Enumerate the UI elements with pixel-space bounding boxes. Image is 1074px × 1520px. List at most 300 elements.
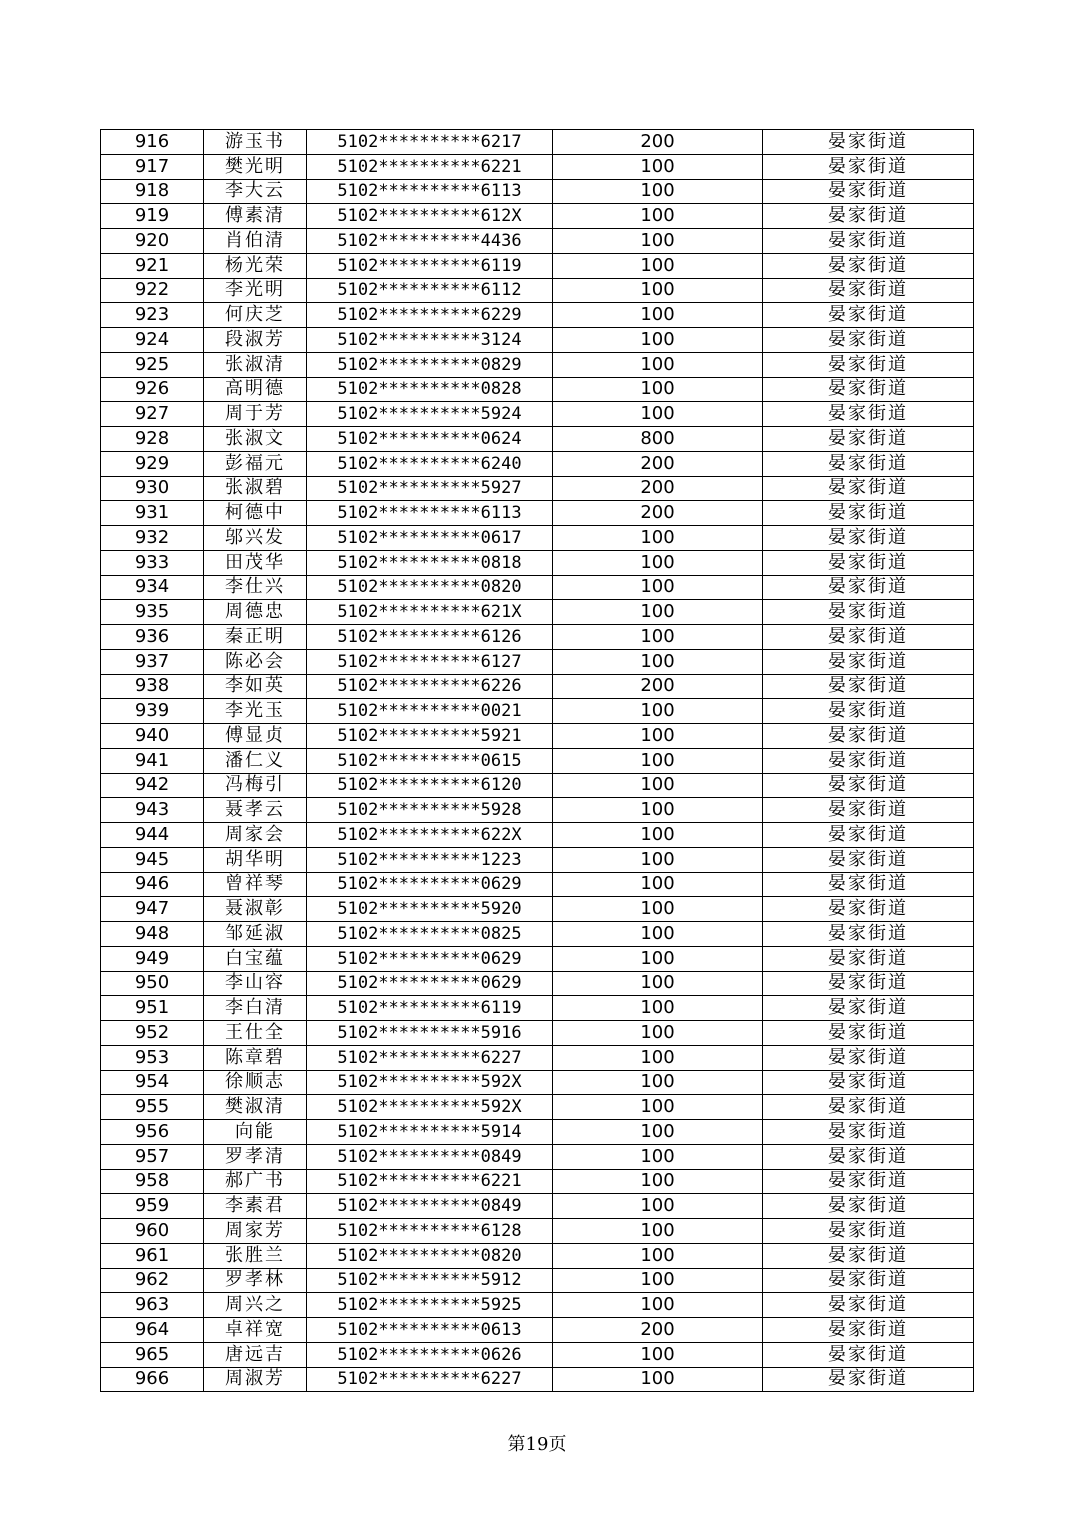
street-cell: 晏家街道 — [763, 724, 974, 749]
id-number-cell: 5102**********5928 — [307, 798, 553, 823]
serial-number-cell: 926 — [101, 377, 204, 402]
table-row — [101, 1342, 974, 1367]
amount-cell: 800 — [553, 427, 763, 452]
table-row — [101, 204, 974, 229]
name-cell: 傅素清 — [204, 204, 307, 229]
amount-cell: 100 — [553, 1367, 763, 1392]
table-row — [101, 1219, 974, 1244]
amount-cell: 100 — [553, 204, 763, 229]
amount-cell: 100 — [553, 1021, 763, 1046]
name-cell: 白宝蕴 — [204, 946, 307, 971]
street-cell: 晏家街道 — [763, 204, 974, 229]
id-number-cell: 5102**********6127 — [307, 649, 553, 674]
amount-cell: 100 — [553, 1342, 763, 1367]
table-row — [101, 427, 974, 452]
street-cell: 晏家街道 — [763, 550, 974, 575]
id-number-cell: 5102**********0629 — [307, 971, 553, 996]
name-cell: 秦正明 — [204, 625, 307, 650]
street-cell: 晏家街道 — [763, 773, 974, 798]
id-number-cell: 5102**********5914 — [307, 1120, 553, 1145]
id-number-cell: 5102**********5916 — [307, 1021, 553, 1046]
id-number-cell: 5102**********621X — [307, 600, 553, 625]
amount-cell: 100 — [553, 600, 763, 625]
serial-number-cell: 936 — [101, 625, 204, 650]
table-row — [101, 402, 974, 427]
name-cell: 李仕兴 — [204, 575, 307, 600]
serial-number-cell: 951 — [101, 996, 204, 1021]
street-cell: 晏家街道 — [763, 1120, 974, 1145]
name-cell: 张淑碧 — [204, 476, 307, 501]
amount-cell: 100 — [553, 154, 763, 179]
street-cell: 晏家街道 — [763, 526, 974, 551]
street-cell: 晏家街道 — [763, 1021, 974, 1046]
serial-number-cell: 948 — [101, 922, 204, 947]
street-cell: 晏家街道 — [763, 674, 974, 699]
street-cell: 晏家街道 — [763, 872, 974, 897]
street-cell: 晏家街道 — [763, 476, 974, 501]
street-cell: 晏家街道 — [763, 996, 974, 1021]
amount-cell: 100 — [553, 1144, 763, 1169]
amount-cell: 100 — [553, 526, 763, 551]
serial-number-cell: 957 — [101, 1144, 204, 1169]
serial-number-cell: 941 — [101, 748, 204, 773]
amount-cell: 100 — [553, 1293, 763, 1318]
amount-cell: 100 — [553, 1045, 763, 1070]
street-cell: 晏家街道 — [763, 699, 974, 724]
id-number-cell: 5102**********0849 — [307, 1194, 553, 1219]
table-row — [101, 328, 974, 353]
street-cell: 晏家街道 — [763, 402, 974, 427]
street-cell: 晏家街道 — [763, 427, 974, 452]
id-number-cell: 5102**********5927 — [307, 476, 553, 501]
serial-number-cell: 947 — [101, 897, 204, 922]
amount-cell: 100 — [553, 748, 763, 773]
name-cell: 陈章碧 — [204, 1045, 307, 1070]
id-number-cell: 5102**********5925 — [307, 1293, 553, 1318]
street-cell: 晏家街道 — [763, 1367, 974, 1392]
name-cell: 李山容 — [204, 971, 307, 996]
amount-cell: 100 — [553, 872, 763, 897]
name-cell: 周家会 — [204, 823, 307, 848]
table-row — [101, 179, 974, 204]
table-row — [101, 1243, 974, 1268]
serial-number-cell: 916 — [101, 130, 204, 155]
serial-number-cell: 946 — [101, 872, 204, 897]
serial-number-cell: 937 — [101, 649, 204, 674]
id-number-cell: 5102**********612X — [307, 204, 553, 229]
street-cell: 晏家街道 — [763, 922, 974, 947]
amount-cell: 100 — [553, 798, 763, 823]
table-row — [101, 303, 974, 328]
id-number-cell: 5102**********6217 — [307, 130, 553, 155]
id-number-cell: 5102**********6227 — [307, 1045, 553, 1070]
name-cell: 郝广书 — [204, 1169, 307, 1194]
street-cell: 晏家街道 — [763, 377, 974, 402]
table-row — [101, 526, 974, 551]
street-cell: 晏家街道 — [763, 1268, 974, 1293]
amount-cell: 100 — [553, 303, 763, 328]
street-cell: 晏家街道 — [763, 575, 974, 600]
amount-cell: 200 — [553, 451, 763, 476]
amount-cell: 100 — [553, 1095, 763, 1120]
amount-cell: 200 — [553, 674, 763, 699]
id-number-cell: 5102**********0613 — [307, 1318, 553, 1343]
name-cell: 陈必会 — [204, 649, 307, 674]
name-cell: 李素君 — [204, 1194, 307, 1219]
table-row — [101, 748, 974, 773]
name-cell: 樊淑清 — [204, 1095, 307, 1120]
name-cell: 李光玉 — [204, 699, 307, 724]
name-cell: 张淑文 — [204, 427, 307, 452]
id-number-cell: 5102**********6120 — [307, 773, 553, 798]
id-number-cell: 5102**********5924 — [307, 402, 553, 427]
serial-number-cell: 922 — [101, 278, 204, 303]
id-number-cell: 5102**********5921 — [307, 724, 553, 749]
serial-number-cell: 924 — [101, 328, 204, 353]
name-cell: 李白清 — [204, 996, 307, 1021]
amount-cell: 100 — [553, 823, 763, 848]
street-cell: 晏家街道 — [763, 1045, 974, 1070]
street-cell: 晏家街道 — [763, 130, 974, 155]
name-cell: 邬兴发 — [204, 526, 307, 551]
table-row — [101, 476, 974, 501]
serial-number-cell: 939 — [101, 699, 204, 724]
table-row — [101, 773, 974, 798]
table-row — [101, 1318, 974, 1343]
serial-number-cell: 960 — [101, 1219, 204, 1244]
serial-number-cell: 932 — [101, 526, 204, 551]
table-row — [101, 649, 974, 674]
table-row — [101, 1144, 974, 1169]
table-row — [101, 1367, 974, 1392]
street-cell: 晏家街道 — [763, 798, 974, 823]
serial-number-cell: 917 — [101, 154, 204, 179]
amount-cell: 100 — [553, 897, 763, 922]
name-cell: 田茂华 — [204, 550, 307, 575]
id-number-cell: 5102**********0021 — [307, 699, 553, 724]
table-row — [101, 847, 974, 872]
name-cell: 胡华明 — [204, 847, 307, 872]
table-body — [101, 130, 974, 1392]
serial-number-cell: 949 — [101, 946, 204, 971]
amount-cell: 100 — [553, 773, 763, 798]
serial-number-cell: 953 — [101, 1045, 204, 1070]
street-cell: 晏家街道 — [763, 649, 974, 674]
name-cell: 邹延淑 — [204, 922, 307, 947]
serial-number-cell: 919 — [101, 204, 204, 229]
table-row — [101, 229, 974, 254]
name-cell: 罗孝清 — [204, 1144, 307, 1169]
id-number-cell: 5102**********3124 — [307, 328, 553, 353]
name-cell: 杨光荣 — [204, 253, 307, 278]
serial-number-cell: 931 — [101, 501, 204, 526]
serial-number-cell: 952 — [101, 1021, 204, 1046]
table-row — [101, 600, 974, 625]
id-number-cell: 5102**********0820 — [307, 1243, 553, 1268]
table-row — [101, 897, 974, 922]
name-cell: 唐远吉 — [204, 1342, 307, 1367]
serial-number-cell: 930 — [101, 476, 204, 501]
serial-number-cell: 956 — [101, 1120, 204, 1145]
id-number-cell: 5102**********6229 — [307, 303, 553, 328]
name-cell: 聂淑彰 — [204, 897, 307, 922]
street-cell: 晏家街道 — [763, 625, 974, 650]
serial-number-cell: 950 — [101, 971, 204, 996]
id-number-cell: 5102**********6113 — [307, 501, 553, 526]
name-cell: 聂孝云 — [204, 798, 307, 823]
name-cell: 张淑清 — [204, 352, 307, 377]
street-cell: 晏家街道 — [763, 748, 974, 773]
street-cell: 晏家街道 — [763, 600, 974, 625]
amount-cell: 100 — [553, 328, 763, 353]
serial-number-cell: 938 — [101, 674, 204, 699]
name-cell: 周家芳 — [204, 1219, 307, 1244]
table-row — [101, 674, 974, 699]
id-number-cell: 5102**********0617 — [307, 526, 553, 551]
amount-cell: 200 — [553, 501, 763, 526]
amount-cell: 100 — [553, 625, 763, 650]
street-cell: 晏家街道 — [763, 303, 974, 328]
serial-number-cell: 923 — [101, 303, 204, 328]
street-cell: 晏家街道 — [763, 1070, 974, 1095]
street-cell: 晏家街道 — [763, 179, 974, 204]
amount-cell: 100 — [553, 377, 763, 402]
serial-number-cell: 964 — [101, 1318, 204, 1343]
serial-number-cell: 934 — [101, 575, 204, 600]
id-number-cell: 5102**********0626 — [307, 1342, 553, 1367]
amount-cell: 100 — [553, 922, 763, 947]
name-cell: 潘仁义 — [204, 748, 307, 773]
id-number-cell: 5102**********4436 — [307, 229, 553, 254]
amount-cell: 100 — [553, 1268, 763, 1293]
serial-number-cell: 933 — [101, 550, 204, 575]
serial-number-cell: 921 — [101, 253, 204, 278]
serial-number-cell: 943 — [101, 798, 204, 823]
serial-number-cell: 959 — [101, 1194, 204, 1219]
amount-cell: 100 — [553, 1243, 763, 1268]
subsidy-list-table — [100, 129, 974, 1392]
table-row — [101, 922, 974, 947]
street-cell: 晏家街道 — [763, 229, 974, 254]
name-cell: 柯德中 — [204, 501, 307, 526]
amount-cell: 100 — [553, 550, 763, 575]
amount-cell: 100 — [553, 1219, 763, 1244]
street-cell: 晏家街道 — [763, 451, 974, 476]
id-number-cell: 5102**********0825 — [307, 922, 553, 947]
table-row — [101, 278, 974, 303]
serial-number-cell: 944 — [101, 823, 204, 848]
street-cell: 晏家街道 — [763, 1169, 974, 1194]
amount-cell: 100 — [553, 402, 763, 427]
street-cell: 晏家街道 — [763, 253, 974, 278]
serial-number-cell: 940 — [101, 724, 204, 749]
serial-number-cell: 965 — [101, 1342, 204, 1367]
amount-cell: 100 — [553, 699, 763, 724]
id-number-cell: 5102**********6240 — [307, 451, 553, 476]
serial-number-cell: 954 — [101, 1070, 204, 1095]
id-number-cell: 5102**********0849 — [307, 1144, 553, 1169]
name-cell: 樊光明 — [204, 154, 307, 179]
serial-number-cell: 929 — [101, 451, 204, 476]
street-cell: 晏家街道 — [763, 328, 974, 353]
id-number-cell: 5102**********6221 — [307, 154, 553, 179]
table-row — [101, 1194, 974, 1219]
amount-cell: 100 — [553, 179, 763, 204]
serial-number-cell: 958 — [101, 1169, 204, 1194]
id-number-cell: 5102**********592X — [307, 1070, 553, 1095]
serial-number-cell: 927 — [101, 402, 204, 427]
table-row — [101, 253, 974, 278]
street-cell: 晏家街道 — [763, 847, 974, 872]
id-number-cell: 5102**********6126 — [307, 625, 553, 650]
name-cell: 卓祥宽 — [204, 1318, 307, 1343]
amount-cell: 100 — [553, 352, 763, 377]
name-cell: 李光明 — [204, 278, 307, 303]
name-cell: 周德忠 — [204, 600, 307, 625]
serial-number-cell: 961 — [101, 1243, 204, 1268]
table-row — [101, 1045, 974, 1070]
name-cell: 傅显贞 — [204, 724, 307, 749]
serial-number-cell: 966 — [101, 1367, 204, 1392]
name-cell: 徐顺志 — [204, 1070, 307, 1095]
table-row — [101, 1070, 974, 1095]
table-row — [101, 1293, 974, 1318]
table-row — [101, 451, 974, 476]
amount-cell: 100 — [553, 229, 763, 254]
name-cell: 高明德 — [204, 377, 307, 402]
name-cell: 段淑芳 — [204, 328, 307, 353]
serial-number-cell: 935 — [101, 600, 204, 625]
table-row — [101, 575, 974, 600]
amount-cell: 200 — [553, 1318, 763, 1343]
id-number-cell: 5102**********6221 — [307, 1169, 553, 1194]
table-row — [101, 1268, 974, 1293]
table-row — [101, 724, 974, 749]
table-row — [101, 550, 974, 575]
name-cell: 李大云 — [204, 179, 307, 204]
amount-cell: 100 — [553, 946, 763, 971]
id-number-cell: 5102**********0820 — [307, 575, 553, 600]
id-number-cell: 5102**********6113 — [307, 179, 553, 204]
amount-cell: 100 — [553, 649, 763, 674]
table-row — [101, 1021, 974, 1046]
amount-cell: 100 — [553, 847, 763, 872]
table-row — [101, 625, 974, 650]
serial-number-cell: 942 — [101, 773, 204, 798]
amount-cell: 100 — [553, 1120, 763, 1145]
name-cell: 李如英 — [204, 674, 307, 699]
table-row — [101, 154, 974, 179]
street-cell: 晏家街道 — [763, 1095, 974, 1120]
street-cell: 晏家街道 — [763, 946, 974, 971]
name-cell: 何庆芝 — [204, 303, 307, 328]
name-cell: 周于芳 — [204, 402, 307, 427]
id-number-cell: 5102**********0629 — [307, 872, 553, 897]
serial-number-cell: 963 — [101, 1293, 204, 1318]
table-row — [101, 377, 974, 402]
table-row — [101, 1120, 974, 1145]
id-number-cell: 5102**********6119 — [307, 996, 553, 1021]
street-cell: 晏家街道 — [763, 154, 974, 179]
id-number-cell: 5102**********622X — [307, 823, 553, 848]
street-cell: 晏家街道 — [763, 1219, 974, 1244]
name-cell: 周淑芳 — [204, 1367, 307, 1392]
street-cell: 晏家街道 — [763, 971, 974, 996]
name-cell: 游玉书 — [204, 130, 307, 155]
id-number-cell: 5102**********0829 — [307, 352, 553, 377]
amount-cell: 100 — [553, 575, 763, 600]
name-cell: 张胜兰 — [204, 1243, 307, 1268]
id-number-cell: 5102**********0615 — [307, 748, 553, 773]
name-cell: 向能 — [204, 1120, 307, 1145]
id-number-cell: 5102**********0629 — [307, 946, 553, 971]
street-cell: 晏家街道 — [763, 823, 974, 848]
table-row — [101, 352, 974, 377]
serial-number-cell: 945 — [101, 847, 204, 872]
table-row — [101, 699, 974, 724]
serial-number-cell: 925 — [101, 352, 204, 377]
table-row — [101, 1169, 974, 1194]
table-row — [101, 946, 974, 971]
id-number-cell: 5102**********6119 — [307, 253, 553, 278]
street-cell: 晏家街道 — [763, 1194, 974, 1219]
name-cell: 周兴之 — [204, 1293, 307, 1318]
id-number-cell: 5102**********6227 — [307, 1367, 553, 1392]
amount-cell: 100 — [553, 971, 763, 996]
id-number-cell: 5102**********0828 — [307, 377, 553, 402]
id-number-cell: 5102**********0624 — [307, 427, 553, 452]
id-number-cell: 5102**********592X — [307, 1095, 553, 1120]
serial-number-cell: 928 — [101, 427, 204, 452]
id-number-cell: 5102**********5920 — [307, 897, 553, 922]
serial-number-cell: 920 — [101, 229, 204, 254]
id-number-cell: 5102**********6226 — [307, 674, 553, 699]
page-number: 第19页 — [507, 1434, 567, 1455]
table-row — [101, 130, 974, 155]
name-cell: 肖伯清 — [204, 229, 307, 254]
serial-number-cell: 955 — [101, 1095, 204, 1120]
name-cell: 曾祥琴 — [204, 872, 307, 897]
street-cell: 晏家街道 — [763, 352, 974, 377]
amount-cell: 200 — [553, 476, 763, 501]
amount-cell: 100 — [553, 996, 763, 1021]
street-cell: 晏家街道 — [763, 501, 974, 526]
id-number-cell: 5102**********5912 — [307, 1268, 553, 1293]
street-cell: 晏家街道 — [763, 1293, 974, 1318]
name-cell: 王仕全 — [204, 1021, 307, 1046]
serial-number-cell: 962 — [101, 1268, 204, 1293]
table-row — [101, 996, 974, 1021]
street-cell: 晏家街道 — [763, 1144, 974, 1169]
table-row — [101, 501, 974, 526]
amount-cell: 100 — [553, 1194, 763, 1219]
id-number-cell: 5102**********1223 — [307, 847, 553, 872]
table-row — [101, 1095, 974, 1120]
street-cell: 晏家街道 — [763, 1318, 974, 1343]
id-number-cell: 5102**********6128 — [307, 1219, 553, 1244]
amount-cell: 100 — [553, 1169, 763, 1194]
street-cell: 晏家街道 — [763, 1243, 974, 1268]
table-row — [101, 798, 974, 823]
amount-cell: 200 — [553, 130, 763, 155]
id-number-cell: 5102**********0818 — [307, 550, 553, 575]
name-cell: 罗孝林 — [204, 1268, 307, 1293]
id-number-cell: 5102**********6112 — [307, 278, 553, 303]
amount-cell: 100 — [553, 253, 763, 278]
street-cell: 晏家街道 — [763, 897, 974, 922]
name-cell: 冯梅引 — [204, 773, 307, 798]
street-cell: 晏家街道 — [763, 1342, 974, 1367]
